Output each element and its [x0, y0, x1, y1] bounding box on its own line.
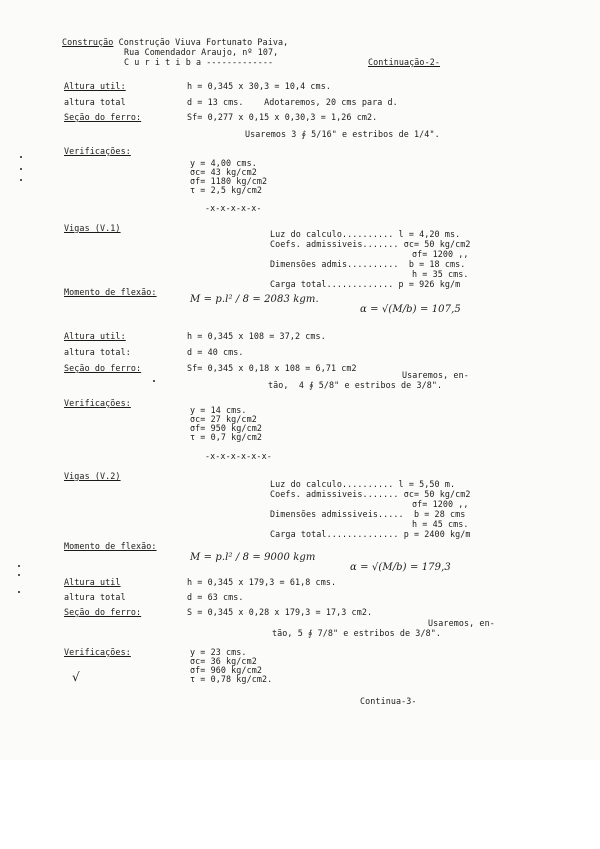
separator: -x-x-x-x-x-: [205, 203, 262, 213]
separator: -x-x-x-x-x-x-: [205, 451, 272, 461]
v1-coefs-2: σf= 1200 ,,: [412, 249, 469, 259]
v1-altura-util-label: Altura util:: [64, 331, 126, 341]
v2-secao-label: Seção do ferro:: [64, 607, 142, 617]
verif-line: y = 14 cms.: [190, 405, 247, 415]
v2-coefs-2: σf= 1200 ,,: [412, 499, 469, 509]
v2-momento-label: Momento de flexão:: [64, 541, 157, 551]
verif-line: τ = 2,5 kg/cm2: [190, 185, 262, 195]
v2-altura-total-calc: d = 63 cms.: [187, 592, 244, 602]
header-line-2: Rua Comendador Araujo, nº 107,: [124, 47, 279, 57]
v2-coefs: Coefs. admissiveis....... σc= 50 kg/cm2: [270, 489, 471, 499]
v1-carga: Carga total............. p = 926 kg/m: [270, 279, 461, 289]
verif-line: σc= 36 kg/cm2: [190, 656, 257, 666]
altura-util-calc: h = 0,345 x 30,3 = 10,4 cms.: [187, 81, 331, 91]
v2-dimensoes: Dimensões admissiveis..... b = 28 cms: [270, 509, 466, 519]
checkmark-icon: √: [72, 670, 80, 684]
usaremos-text: Usaremos 3 ∮ 5/16" e estribos de 1/4".: [245, 129, 440, 139]
v1-altura-total-calc: d = 40 cms.: [187, 347, 244, 357]
momento-flexao-label: Momento de flexão:: [64, 287, 157, 297]
v2-altura-util-label: Altura util: [64, 577, 121, 587]
verif-line: σf= 1180 kg/cm2: [190, 176, 268, 186]
v1-coefs: Coefs. admissiveis....... σc= 50 kg/cm2: [270, 239, 471, 249]
v2-momento-calc: M = p.l² / 8 = 9000 kgm: [190, 552, 316, 563]
verif-line: y = 4,00 cms.: [190, 158, 257, 168]
verif-line: σc= 27 kg/cm2: [190, 414, 257, 424]
v1-alpha: α = √(M/b) = 107,5: [360, 304, 461, 315]
v1-altura-util-calc: h = 0,345 x 108 = 37,2 cms.: [187, 331, 326, 341]
verif-line: y = 23 cms.: [190, 647, 247, 657]
vigas-v2-title: Vigas (V.2): [64, 471, 121, 481]
secao-ferro-label: Seção do ferro:: [64, 112, 142, 122]
v2-luz: Luz do calculo.......... l = 5,50 m.: [270, 479, 456, 489]
verif-line: σf= 960 kg/cm2: [190, 665, 262, 675]
margin-mark: [18, 574, 20, 576]
verif-line: σc= 43 kg/cm2: [190, 167, 257, 177]
v1-momento-calc: M = p.l² / 8 = 2083 kgm.: [190, 294, 319, 305]
v2-secao-calc: S = 0,345 x 0,28 x 179,3 = 17,3 cm2.: [187, 607, 373, 617]
v1-verificacoes-label: Verificações:: [64, 398, 131, 408]
verif-line: τ = 0,7 kg/cm2: [190, 432, 262, 442]
header-construction-label: Construção: [62, 37, 114, 47]
continuation-label: Continuação-2-: [368, 57, 440, 67]
verif-line: τ = 0,78 kg/cm2.: [190, 674, 273, 684]
margin-mark: [20, 168, 22, 170]
v2-usaremos-2: tão, 5 ∮ 7/8" e estribos de 3/8".: [272, 628, 442, 638]
margin-mark: [20, 156, 22, 158]
v2-usaremos-1: Usaremos, en-: [428, 618, 495, 628]
margin-mark: [20, 179, 22, 181]
margin-mark: [153, 380, 155, 382]
header-line-3: C u r i t i b a -------------: [124, 57, 274, 67]
v2-dimensoes-2: h = 45 cms.: [412, 519, 469, 529]
margin-mark: [18, 591, 20, 593]
altura-util-label: Altura util:: [64, 81, 126, 91]
v2-alpha: α = √(M/b) = 179,3: [350, 562, 451, 573]
header-owner: Construção Viuva Fortunato Paiva,: [118, 37, 289, 47]
v1-secao-label: Seção do ferro:: [64, 363, 142, 373]
v2-altura-util-calc: h = 0,345 x 179,3 = 61,8 cms.: [187, 577, 337, 587]
verificacoes-label: Verificações:: [64, 146, 131, 156]
header-line-1: [62, 37, 288, 47]
margin-mark: [18, 565, 20, 567]
altura-total-label: altura total: [64, 97, 126, 107]
v1-usaremos-1: Usaremos, en-: [402, 370, 469, 380]
v1-altura-total-label: altura total:: [64, 347, 131, 357]
verif-line: σf= 950 kg/cm2: [190, 423, 262, 433]
vigas-v1-title: Vigas (V.1): [64, 223, 121, 233]
v2-verificacoes-label: Verificações:: [64, 647, 131, 657]
v1-dimensoes: Dimensões admis.......... b = 18 cms.: [270, 259, 466, 269]
secao-ferro-calc: Sf= 0,277 x 0,15 x 0,30,3 = 1,26 cm2.: [187, 112, 378, 122]
altura-total-calc: d = 13 cms. Adotaremos, 20 cms para d.: [187, 97, 398, 107]
v1-luz: Luz do calculo.......... l = 4,20 ms.: [270, 229, 461, 239]
continua-footer: Continua-3-: [360, 696, 417, 706]
v2-altura-total-label: altura total: [64, 592, 126, 602]
v1-dimensoes-2: h = 35 cms.: [412, 269, 469, 279]
v2-carga: Carga total.............. p = 2400 kg/m: [270, 529, 471, 539]
v1-secao-calc: Sf= 0,345 x 0,18 x 108 = 6,71 cm2: [187, 363, 357, 373]
v1-usaremos-2: tão, 4 ∮ 5/8" e estribos de 3/8".: [268, 380, 443, 390]
